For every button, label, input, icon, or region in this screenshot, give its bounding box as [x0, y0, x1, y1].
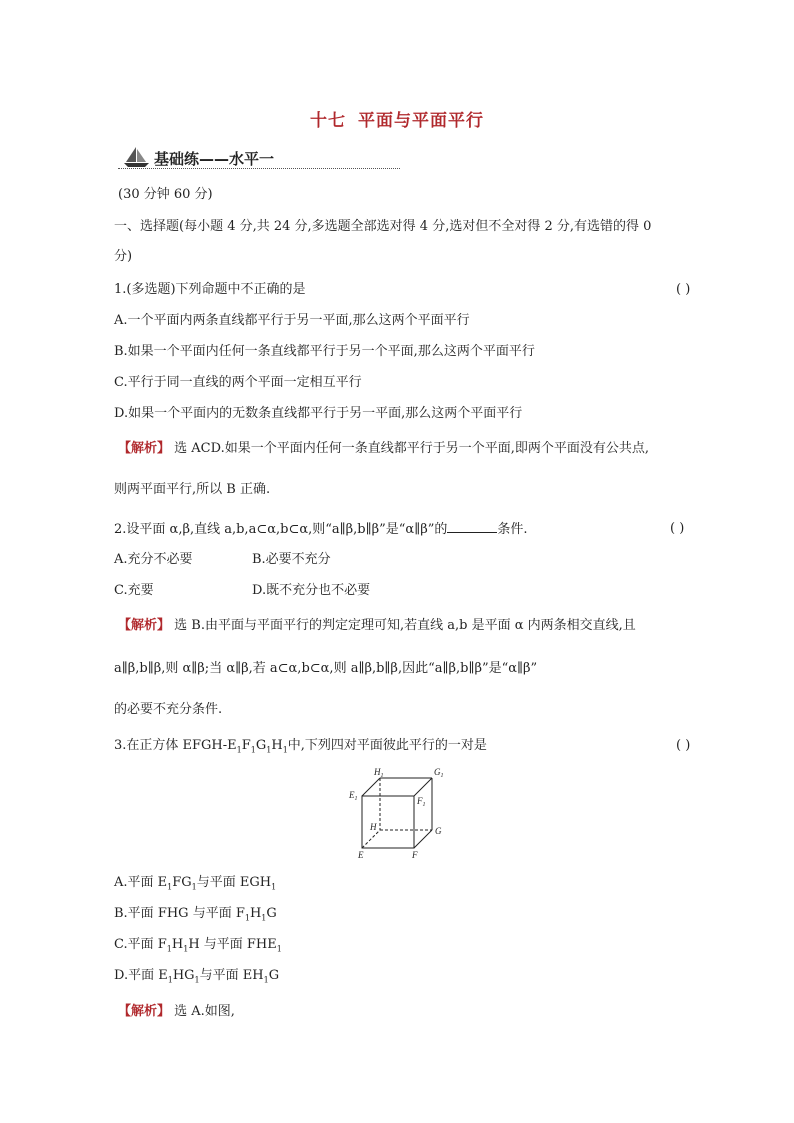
q3d-3: 与平面 EH [199, 968, 264, 983]
q3c-3: H 与平面 FHE [188, 937, 277, 952]
cube-figure [340, 764, 450, 862]
label-h: H [370, 822, 377, 832]
fig-e1: E [349, 790, 355, 800]
sub: 1 [266, 745, 272, 755]
label-e: E [358, 850, 364, 860]
q3-stem-e: 中,下列四对平面彼此平行的一对是 [287, 738, 487, 753]
label-g1 [434, 767, 444, 779]
title-number: 十七 [310, 111, 346, 131]
q2-solution-text: 选 B.由平面与平面平行的判定定理可知,若直线 a,b 是平面 α 内两条相交直线,且 [174, 618, 636, 633]
label-f: F [412, 850, 418, 860]
q1-stem: 1.(多选题)下列命题中不正确的是 [114, 282, 306, 297]
q3d-1: D.平面 E [114, 968, 168, 983]
sub: 1 [261, 913, 267, 923]
sub: 1 [276, 944, 282, 954]
q3-stem [114, 737, 487, 760]
q2-solution-tag: 【解析】 [118, 618, 171, 633]
section-divider [118, 168, 400, 169]
sub: 1 [194, 975, 200, 985]
q2-option-b: B.必要不充分 [252, 552, 331, 567]
q3-option-c [114, 936, 282, 959]
fig-sub: 1 [440, 773, 444, 779]
q3a-2: FG [172, 875, 192, 890]
q1-solution-line2: 则两平面平行,所以 B 正确. [114, 482, 271, 497]
q1-answer-paren: ( ) [676, 282, 691, 297]
q1-option-d: D.如果一个平面内的无数条直线都平行于另一平面,那么这两个平面平行 [114, 406, 523, 421]
sub: 1 [263, 975, 269, 985]
label-f1 [416, 796, 426, 808]
sub: 1 [271, 882, 277, 892]
q3-stem-b: F [241, 738, 251, 753]
sub: 1 [236, 745, 242, 755]
q3c-1: C.平面 F [114, 937, 167, 952]
q2-option-a: A.充分不必要 [114, 552, 193, 567]
part1-instructions-line1: 一、选择题(每小题 4 分,共 24 分,多选题全部选对得 4 分,选对但不全对得 2 分,有选错的得 0 [114, 219, 652, 234]
q3-solution-line1 [118, 1003, 235, 1021]
q3-option-a [114, 874, 276, 897]
q2-solution-line1 [118, 617, 636, 635]
q3-option-d [114, 967, 279, 990]
sub: 1 [166, 944, 172, 954]
q2-option-c: C.充要 [114, 583, 154, 598]
q3-stem-d: H [271, 738, 283, 753]
q1-solution-tag: 【解析】 [118, 441, 171, 456]
label-h1 [373, 767, 384, 779]
q3d-2: HG [172, 968, 195, 983]
fig-h1: H [374, 767, 381, 777]
time-score: (30 分钟 60 分) [118, 187, 213, 202]
q1-solution-text: 选 ACD.如果一个平面内任何一条直线都平行于另一个平面,即两个平面没有公共点, [174, 441, 649, 456]
q1-option-b: B.如果一个平面内任何一条直线都平行于另一个平面,那么这两个平面平行 [114, 344, 535, 359]
q1-option-c: C.平行于同一直线的两个平面一定相互平行 [114, 375, 362, 390]
sub: 1 [183, 944, 189, 954]
q3a-3: 与平面 EGH [196, 875, 272, 890]
sailboat-icon [122, 146, 152, 168]
q3c-2: H [171, 937, 184, 952]
fig-sub: 1 [380, 773, 384, 779]
sub: 1 [167, 975, 173, 985]
q3-stem-a: 3.在正方体 EFGH-E [114, 738, 237, 753]
title-text: 平面与平面平行 [358, 111, 484, 131]
page-title [0, 106, 794, 131]
q2-stem [114, 520, 528, 539]
q2-stem-text: 2.设平面 α,β,直线 a,b,a⊂α,b⊂α,则“a∥β,b∥β”是“α∥β”的 [114, 522, 448, 537]
sub: 1 [244, 913, 250, 923]
q3-stem-c: G [255, 738, 267, 753]
q3-solution-text: 选 A.如图, [174, 1004, 235, 1019]
sub: 1 [282, 745, 288, 755]
q2-option-d: D.既不充分也不必要 [252, 583, 371, 598]
sub: 1 [167, 882, 173, 892]
q3a-1: A.平面 E [114, 875, 168, 890]
section-header [118, 146, 400, 170]
label-e1 [348, 790, 358, 802]
q3-answer-paren: ( ) [676, 738, 691, 753]
sub: 1 [191, 882, 197, 892]
fig-f1: F [417, 796, 423, 806]
fig-g1: G [434, 767, 441, 777]
q3b-3: G [266, 906, 277, 921]
q3b-1: B.平面 FHG 与平面 F [114, 906, 245, 921]
fig-sub: 1 [354, 796, 358, 802]
q2-blank [447, 520, 497, 533]
q2-solution-line3: 的必要不充分条件. [114, 702, 223, 717]
label-g: G [435, 826, 442, 836]
sub: 1 [250, 745, 256, 755]
part1-instructions-line2: 分) [114, 249, 133, 264]
q3b-2: H [249, 906, 262, 921]
q1-option-a: A.一个平面内两条直线都平行于另一平面,那么这两个平面平行 [114, 313, 470, 328]
q3d-4: G [268, 968, 280, 983]
q2-solution-line2: a∥β,b∥β,则 α∥β;当 α∥β,若 a⊂α,b⊂α,则 a∥β,b∥β,因此“a∥β,b∥β”是“α∥β” [114, 661, 538, 676]
q1-solution-line1 [118, 440, 649, 458]
q2-answer-paren: ( ) [670, 521, 685, 536]
q3-solution-tag: 【解析】 [118, 1004, 171, 1019]
q3-option-b [114, 905, 277, 928]
fig-sub: 1 [422, 802, 426, 808]
q2-stem-end: 条件. [497, 522, 528, 537]
section-title: 基础练——水平一 [154, 150, 275, 168]
